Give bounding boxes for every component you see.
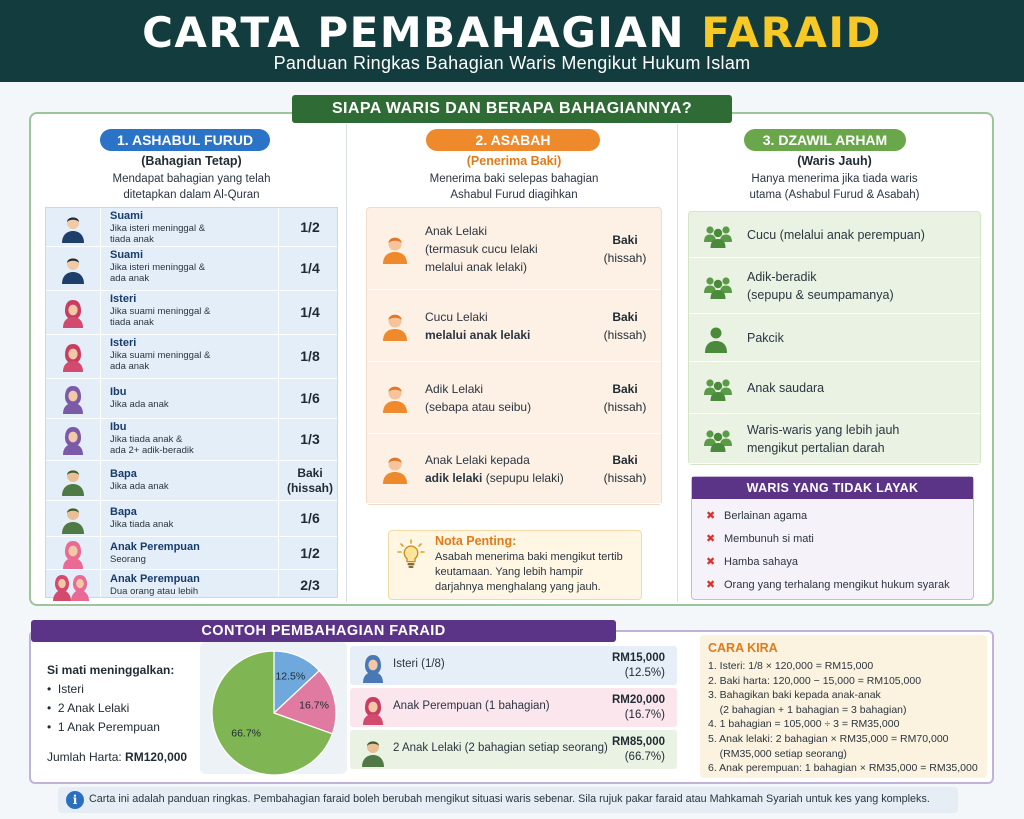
contoh-item: • Isteri bbox=[47, 682, 84, 696]
ashabul-furud-subtitle: (Bahagian Tetap) bbox=[141, 154, 242, 168]
heir-name: Ibu bbox=[110, 421, 127, 433]
column-separator bbox=[346, 124, 347, 602]
dzawil-arham-heir bbox=[747, 226, 925, 244]
contoh-title: Si mati meninggalkan: bbox=[47, 663, 175, 677]
heir-name: Suami bbox=[110, 210, 144, 222]
heir-condition-line: Seorang bbox=[110, 553, 146, 565]
page-subtitle: Panduan Ringkas Bahagian Waris Mengikut Hukum Islam bbox=[273, 53, 751, 73]
asabah-share: Baki (hissah) bbox=[603, 453, 647, 485]
asabah-line: Adik Lelaki bbox=[425, 382, 484, 396]
heir-name: Suami bbox=[110, 249, 144, 261]
ashabul-furud-table bbox=[45, 207, 338, 598]
cara-kira-title: CARA KIRA bbox=[708, 641, 778, 655]
nota-penting bbox=[388, 530, 642, 600]
cross-icon: ✖ bbox=[706, 533, 716, 545]
person-icon bbox=[703, 325, 733, 358]
cross-icon: ✖ bbox=[706, 510, 716, 522]
heir-condition bbox=[110, 306, 280, 328]
contoh-row bbox=[350, 730, 677, 769]
share-note: (hissah) bbox=[286, 481, 333, 495]
cara-kira-step: (2 bahagian + 1 bahagian = 3 bahagian) bbox=[708, 703, 907, 716]
asabah-line: (sebapa atau seibu) bbox=[425, 400, 532, 414]
person-icon bbox=[381, 383, 409, 418]
heir-share: 1/2 bbox=[300, 218, 320, 235]
cara-kira-step: 1. Isteri: 1/8 × 120,000 = RM15,000 bbox=[708, 660, 874, 672]
dzawil-arham-line: Cucu (melalui anak perempuan) bbox=[747, 228, 925, 242]
heir-condition-line: Jika isteri meninggal & bbox=[110, 223, 206, 234]
asabah-heir bbox=[425, 451, 564, 487]
heir-name: Isteri bbox=[110, 293, 137, 305]
contoh-amount: RM15,000 (12.5%) bbox=[611, 652, 665, 679]
heir-name: Anak Perempuan bbox=[110, 572, 200, 585]
dzawil-arham-row bbox=[689, 362, 980, 414]
ashabul-furud-row bbox=[46, 570, 337, 601]
dzawil-arham-heir bbox=[747, 379, 824, 397]
nota-title: Nota Penting: bbox=[435, 534, 517, 548]
heir-name: Ibu bbox=[110, 386, 127, 398]
asabah-list bbox=[366, 207, 662, 505]
header bbox=[0, 0, 1024, 82]
nota-line: Asabah menerima baki mengikut tertib bbox=[435, 551, 623, 563]
heir-condition-line: Jika tiada anak & bbox=[110, 434, 183, 445]
pie-label: 12.5% bbox=[275, 670, 306, 683]
asabah-row bbox=[367, 290, 661, 362]
lightbulb-icon bbox=[397, 539, 425, 569]
asabah-line: Cucu Lelaki bbox=[425, 310, 488, 324]
dzawil-arham-row bbox=[689, 314, 980, 362]
asabah-heir bbox=[425, 222, 538, 276]
heir-share: 1/6 bbox=[300, 390, 320, 406]
dzawil-arham-row bbox=[689, 414, 980, 464]
heir-condition-line: ada anak bbox=[110, 273, 150, 284]
heir-share: 1/4 bbox=[300, 260, 320, 276]
person-icon bbox=[360, 737, 384, 772]
heir-share: 1/4 bbox=[300, 304, 320, 320]
heir-name: Isteri bbox=[110, 337, 137, 349]
man-icon bbox=[60, 213, 86, 248]
tidak-layak-item: ✖ Orang yang terhalang mengikut hukum syarak bbox=[706, 579, 950, 591]
cara-kira-step: 5. Anak lelaki: 2 bahagian × RM35,000 = RM70,000 bbox=[708, 732, 949, 745]
column-separator bbox=[677, 124, 678, 602]
cara-kira-step: 4. 1 bahagian = 105,000 ÷ 3 = RM35,000 bbox=[708, 718, 900, 731]
daughter-icon bbox=[60, 539, 86, 574]
woman-hijab-icon bbox=[60, 342, 86, 377]
heir-condition bbox=[110, 262, 280, 284]
ashabul-furud-row bbox=[46, 537, 337, 570]
contoh-amount: RM20,000 (16.7%) bbox=[611, 694, 665, 721]
group-icon bbox=[703, 426, 733, 457]
dzawil-arham-pill: 3. DZAWIL ARHAM bbox=[744, 129, 906, 151]
heir-condition bbox=[110, 223, 280, 245]
page-title: CARTA PEMBAHAGIAN FARAID bbox=[142, 8, 882, 57]
nota-desc bbox=[435, 550, 635, 595]
mother-icon bbox=[60, 425, 86, 460]
heir-condition-line: Jika tiada anak bbox=[110, 519, 174, 530]
main-banner: SIAPA WARIS DAN BERAPA BAHAGIANNYA? bbox=[292, 95, 732, 123]
cara-kira-list bbox=[708, 659, 984, 776]
heir-share: 1/8 bbox=[300, 348, 320, 364]
heir-condition-line: Jika suami meninggal & bbox=[110, 306, 211, 317]
heir-condition bbox=[110, 399, 280, 410]
daughters-icon bbox=[52, 571, 78, 606]
person-icon bbox=[381, 454, 409, 489]
father-icon bbox=[60, 466, 86, 501]
asabah-share: Baki (hissah) bbox=[603, 310, 647, 342]
asabah-desc-2: Ashabul Furud diagihkan bbox=[450, 189, 578, 201]
dzawil-arham-desc-1: Hanya menerima jika tiada waris bbox=[751, 173, 918, 185]
heir-condition bbox=[110, 350, 280, 372]
heir-condition-line: Jika ada anak bbox=[110, 481, 169, 492]
heir-condition-line: tiada anak bbox=[110, 317, 154, 328]
asabah-pill: 2. ASABAH bbox=[426, 129, 600, 151]
contoh-banner: CONTOH PEMBAHAGIAN FARAID bbox=[31, 620, 616, 642]
contoh-breakdown bbox=[350, 646, 677, 774]
dzawil-arham-line: (sepupu & seumpamanya) bbox=[747, 288, 894, 302]
asabah-line: adik lelaki (sepupu lelaki) bbox=[425, 471, 564, 485]
asabah-line: Anak Lelaki bbox=[425, 224, 488, 238]
asabah-row bbox=[367, 434, 661, 504]
ashabul-furud-row bbox=[46, 379, 337, 419]
footer-note bbox=[58, 787, 958, 813]
info-icon: i bbox=[66, 791, 84, 809]
ashabul-furud-row bbox=[46, 208, 337, 247]
contoh-heir-label: 2 Anak Lelaki (2 bahagian setiap seorang) bbox=[393, 742, 608, 754]
heir-condition-line: Jika ada anak bbox=[110, 399, 169, 410]
dzawil-arham-row bbox=[689, 212, 980, 258]
dzawil-arham-line: Anak saudara bbox=[747, 381, 825, 395]
contoh-heir-label: Anak Perempuan (1 bahagian) bbox=[393, 700, 550, 712]
contoh-item: • 2 Anak Lelaki bbox=[47, 701, 130, 715]
cara-kira-step: 2. Baki harta: 120,000 − 15,000 = RM105,000 bbox=[708, 674, 922, 687]
waris-tidak-layak bbox=[691, 476, 974, 600]
asabah-line: Anak Lelaki kepada bbox=[425, 453, 530, 467]
dzawil-arham-desc-2: utama (Ashabul Furud & Asabah) bbox=[749, 189, 920, 201]
heir-condition bbox=[110, 586, 280, 597]
mother-icon bbox=[60, 384, 86, 419]
tidak-layak-item: ✖ Membunuh si mati bbox=[706, 533, 814, 545]
father-icon bbox=[60, 504, 86, 539]
heir-condition-line: ada anak bbox=[110, 361, 150, 372]
heir-condition bbox=[110, 554, 280, 565]
heir-share: 1/2 bbox=[300, 544, 320, 561]
ashabul-furud-row bbox=[46, 501, 337, 537]
asabah-row bbox=[367, 208, 661, 290]
heir-share: 1/6 bbox=[300, 510, 320, 526]
asabah-share: Baki (hissah) bbox=[603, 233, 647, 265]
man-icon bbox=[60, 254, 86, 289]
group-icon bbox=[703, 222, 733, 253]
contoh-row bbox=[350, 646, 677, 685]
heir-share bbox=[284, 466, 336, 496]
tidak-layak-item: ✖ Berlainan agama bbox=[706, 510, 808, 522]
heir-share: 2/3 bbox=[300, 576, 320, 593]
heir-name: Bapa bbox=[110, 506, 137, 518]
dzawil-arham-line: Adik-beradik bbox=[747, 270, 817, 284]
contoh-row bbox=[350, 688, 677, 727]
share-value: Baki bbox=[297, 466, 323, 480]
pie-label: 16.7% bbox=[299, 699, 329, 712]
woman-hijab-icon bbox=[60, 298, 86, 333]
cara-kira-step: 3. Bahagikan baki kepada anak-anak bbox=[708, 689, 881, 702]
ashabul-furud-desc-2: ditetapkan dalam Al-Quran bbox=[123, 189, 260, 201]
ashabul-furud-row bbox=[46, 419, 337, 461]
dzawil-arham-line: mengikut pertalian darah bbox=[747, 441, 885, 455]
heir-share: 1/3 bbox=[300, 431, 320, 447]
dzawil-arham-line: Waris-waris yang lebih jauh bbox=[747, 423, 900, 437]
person-icon bbox=[360, 653, 384, 688]
tidak-layak-title: WARIS YANG TIDAK LAYAK bbox=[692, 477, 973, 499]
asabah-row bbox=[367, 362, 661, 434]
pie-label: 66.7% bbox=[231, 727, 262, 740]
dzawil-arham-heir bbox=[747, 421, 899, 457]
heir-condition-line: Dua orang atau lebih bbox=[110, 585, 199, 597]
heir-condition bbox=[110, 434, 280, 456]
nota-line: darjahnya menghalang yang jauh. bbox=[435, 581, 601, 593]
ashabul-furud-row bbox=[46, 291, 337, 335]
cross-icon: ✖ bbox=[706, 579, 716, 591]
asabah-subtitle: (Penerima Baki) bbox=[466, 154, 562, 168]
ashabul-furud-row bbox=[46, 335, 337, 379]
heir-condition bbox=[110, 481, 280, 492]
dzawil-arham-heir bbox=[747, 329, 784, 347]
contoh-heir-label: Isteri (1/8) bbox=[393, 658, 445, 670]
cross-icon: ✖ bbox=[706, 556, 716, 568]
asabah-share: Baki (hissah) bbox=[603, 382, 647, 414]
pie-chart bbox=[210, 649, 338, 777]
heir-condition bbox=[110, 519, 280, 530]
tidak-layak-item: ✖ Hamba sahaya bbox=[706, 556, 798, 568]
group-icon bbox=[703, 375, 733, 406]
dzawil-arham-heir bbox=[747, 268, 894, 304]
asabah-line: melalui anak lelaki) bbox=[425, 260, 528, 274]
ashabul-furud-row bbox=[46, 461, 337, 501]
ashabul-furud-pill: 1. ASHABUL FURUD bbox=[100, 129, 270, 151]
group-icon bbox=[703, 273, 733, 304]
contoh-item: • 1 Anak Perempuan bbox=[47, 720, 160, 734]
asabah-heir bbox=[425, 308, 530, 344]
title-highlight: FARAID bbox=[701, 8, 882, 57]
dzawil-arham-subtitle: (Waris Jauh) bbox=[797, 154, 872, 168]
heir-condition-line: ada 2+ adik-beradik bbox=[110, 445, 194, 456]
dzawil-arham-line: Pakcik bbox=[747, 331, 784, 345]
dzawil-arham-row bbox=[689, 258, 980, 314]
asabah-heir bbox=[425, 380, 531, 416]
heir-name: Bapa bbox=[110, 468, 137, 480]
ashabul-furud-desc-1: Mendapat bahagian yang telah bbox=[112, 173, 271, 185]
asabah-line: (termasuk cucu lelaki bbox=[425, 242, 538, 256]
asabah-desc-1: Menerima baki selepas bahagian bbox=[429, 173, 599, 185]
cara-kira-step: 6. Anak perempuan: 1 bahagian × RM35,000 = RM35,000 bbox=[708, 762, 978, 775]
asabah-line: melalui anak lelaki bbox=[425, 328, 531, 342]
heir-condition-line: Jika suami meninggal & bbox=[110, 350, 211, 361]
heir-condition-line: Jika isteri meninggal & bbox=[110, 262, 206, 273]
contoh-amount: RM85,000 (66.7%) bbox=[611, 736, 665, 763]
heir-name: Anak Perempuan bbox=[110, 540, 200, 553]
footer-text: Carta ini adalah panduan ringkas. Pembahagian faraid boleh berubah mengikut situasi waris sebenar. Sila rujuk pakar faraid atau Mahkamah Syariah untuk kes yang kompleks. bbox=[89, 793, 930, 805]
person-icon bbox=[360, 695, 384, 730]
cara-kira-step: (RM35,000 setiap seorang) bbox=[708, 747, 847, 760]
jumlah-harta: Jumlah Harta: RM120,000 bbox=[47, 750, 188, 764]
nota-line: keutamaan. Yang lebih hampir bbox=[435, 566, 584, 578]
cara-kira-box bbox=[700, 635, 987, 778]
heir-condition-line: tiada anak bbox=[110, 234, 154, 245]
person-icon bbox=[381, 311, 409, 346]
person-icon bbox=[381, 234, 409, 269]
dzawil-arham-list bbox=[688, 211, 981, 465]
ashabul-furud-row bbox=[46, 247, 337, 291]
